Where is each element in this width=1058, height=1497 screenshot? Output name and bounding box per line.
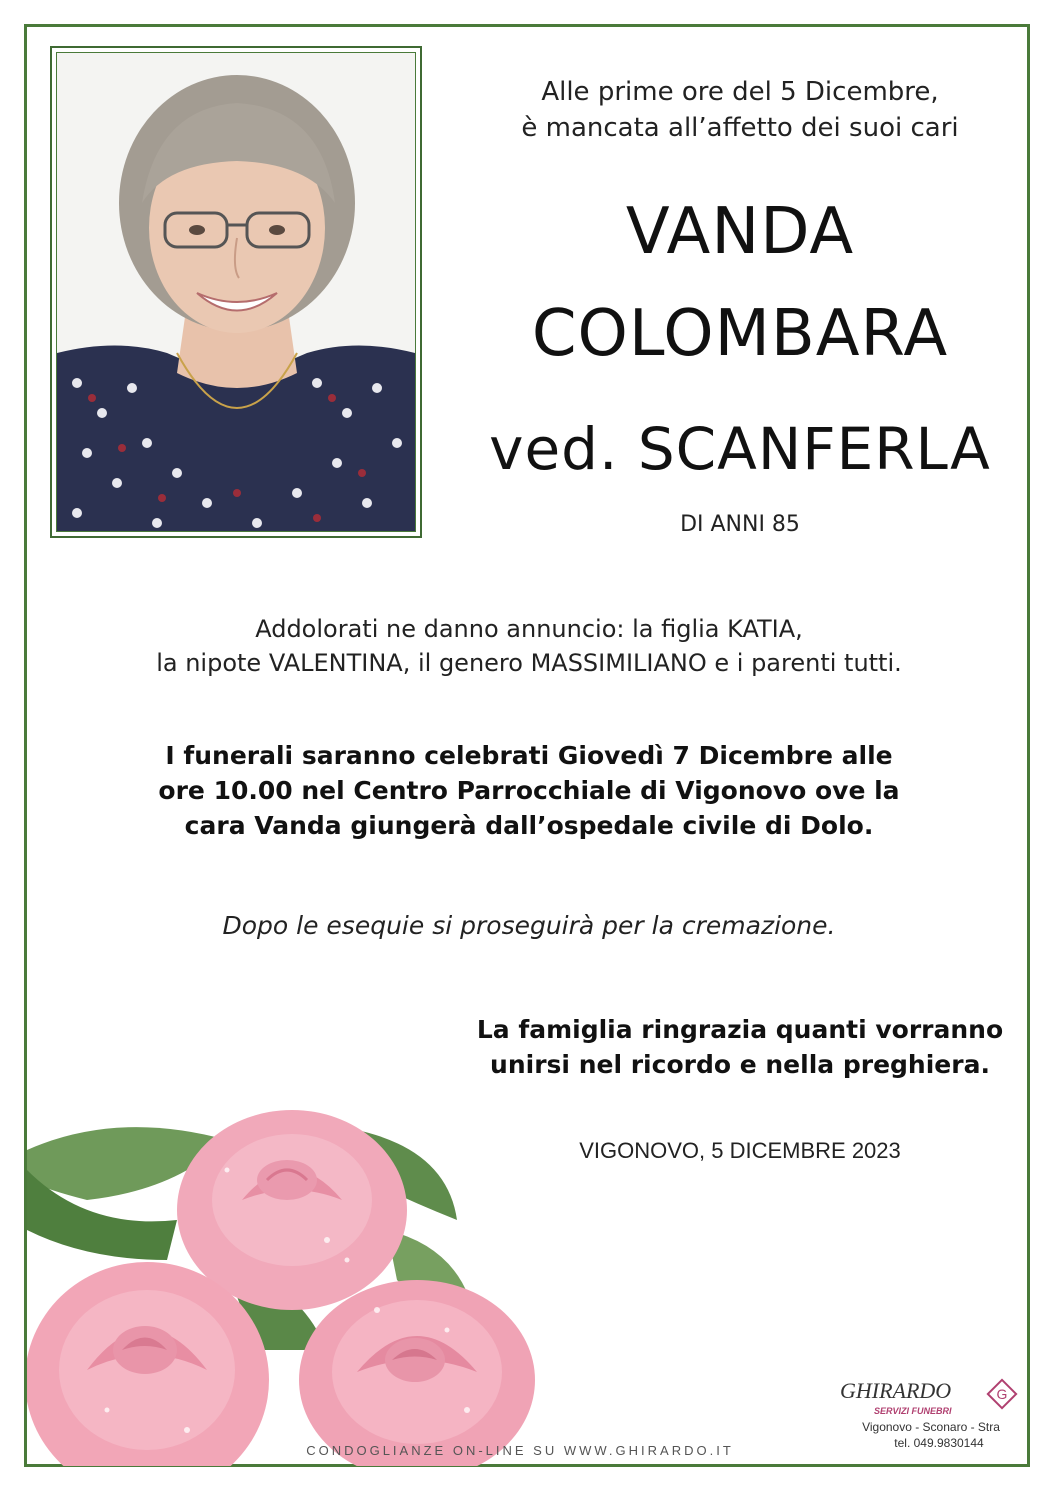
- intro-text: [440, 74, 1040, 146]
- place-and-date: VIGONOVO, 5 DICEMBRE 2023: [579, 1138, 901, 1163]
- pink-roses-image: [27, 1110, 587, 1466]
- deceased-age: DI ANNI 85: [680, 512, 800, 537]
- deceased-first-name: VANDA: [625, 195, 855, 269]
- announcement: [40, 612, 1018, 680]
- website-footer: CONDOGLIANZE ON-LINE SU WWW.GHIRARDO.IT: [306, 1443, 734, 1458]
- portrait-photo: [56, 52, 416, 532]
- logo-towns: Vigonovo - Sconaro - Stra: [862, 1420, 1000, 1434]
- thanks-line: unirsi nel ricordo e nella preghiera.: [490, 1050, 990, 1079]
- funeral-details: [40, 738, 1018, 843]
- portrait-frame: [50, 46, 422, 538]
- thanks-line: La famiglia ringrazia quanti vorranno: [476, 1015, 1004, 1044]
- announcement-line: la nipote VALENTINA, il genero MASSIMILIANO e i parenti tutti.: [156, 649, 902, 677]
- intro-line: è mancata all’affetto dei suoi cari: [521, 113, 959, 143]
- logo-letter: G: [996, 1386, 1008, 1402]
- deceased-married-name: ved. SCANFERLA: [489, 415, 991, 483]
- intro-line: Alle prime ore del 5 Dicembre,: [541, 77, 939, 107]
- cremation-note: Dopo le esequie si proseguirà per la cremazione.: [222, 911, 836, 940]
- deceased-last-name: COLOMBARA: [531, 297, 949, 371]
- logo-name: GHIRARDO: [840, 1378, 952, 1403]
- logo-subtitle: SERVIZI FUNEBRI: [874, 1406, 952, 1416]
- family-thanks: [440, 1012, 1040, 1082]
- funeral-line: cara Vanda giungerà dall’ospedale civile di Dolo.: [184, 811, 874, 840]
- logo-diamond-icon: [984, 1376, 1020, 1412]
- logo-phone: tel. 049.9830144: [894, 1436, 984, 1450]
- announcement-line: Addolorati ne danno annuncio: la figlia KATIA,: [255, 615, 803, 643]
- ghirardo-logo: [836, 1372, 1026, 1452]
- funeral-line: I funerali saranno celebrati Giovedì 7 Dicembre alle: [165, 741, 893, 770]
- funeral-line: ore 10.00 nel Centro Parrocchiale di Vigonovo ove la: [158, 776, 900, 805]
